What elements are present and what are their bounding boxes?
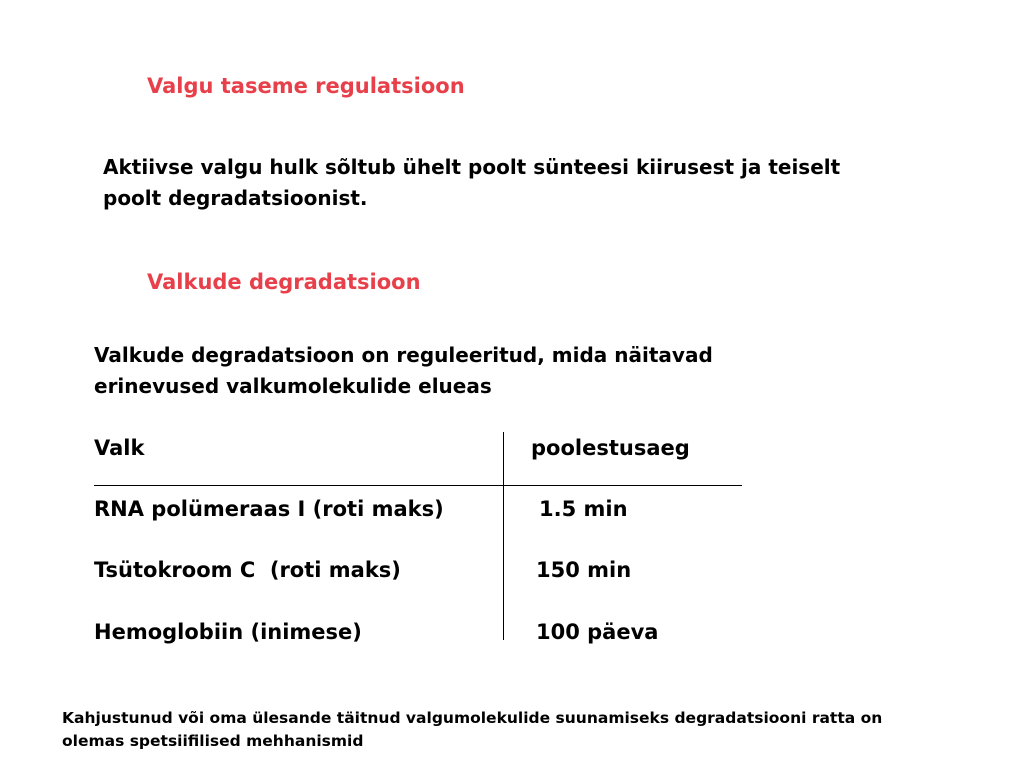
table-cell-halflife: 100 päeva (536, 620, 659, 644)
slide-heading-regulation: Valgu taseme regulatsioon (147, 74, 465, 98)
table-header-protein: Valk (94, 436, 145, 460)
degradation-paragraph: Valkude degradatsioon on reguleeritud, mida näitavad erinevused valkumolekulide elueas (94, 343, 713, 398)
table-header-divider (94, 485, 742, 486)
table-header-halflife: poolestusaeg (531, 436, 690, 460)
table-cell-protein: Hemoglobiin (inimese) (94, 620, 362, 644)
footer-note: Kahjustunud või oma ülesande täitnud valgumolekulide suunamiseks degradatsiooni ratta on olemas spetsiifilised mehhanismid (62, 709, 883, 750)
intro-paragraph: Aktiivse valgu hulk sõltub ühelt poolt sünteesi kiirusest ja teiselt poolt degradatsioonist. (103, 155, 841, 210)
table-column-divider (503, 432, 504, 640)
table-cell-halflife: 150 min (536, 558, 632, 582)
slide-heading-degradation: Valkude degradatsioon (147, 270, 421, 294)
table-cell-protein: Tsütokroom C (roti maks) (94, 558, 401, 582)
table-cell-protein: RNA polümeraas I (roti maks) (94, 497, 444, 521)
table-cell-halflife: 1.5 min (539, 497, 628, 521)
